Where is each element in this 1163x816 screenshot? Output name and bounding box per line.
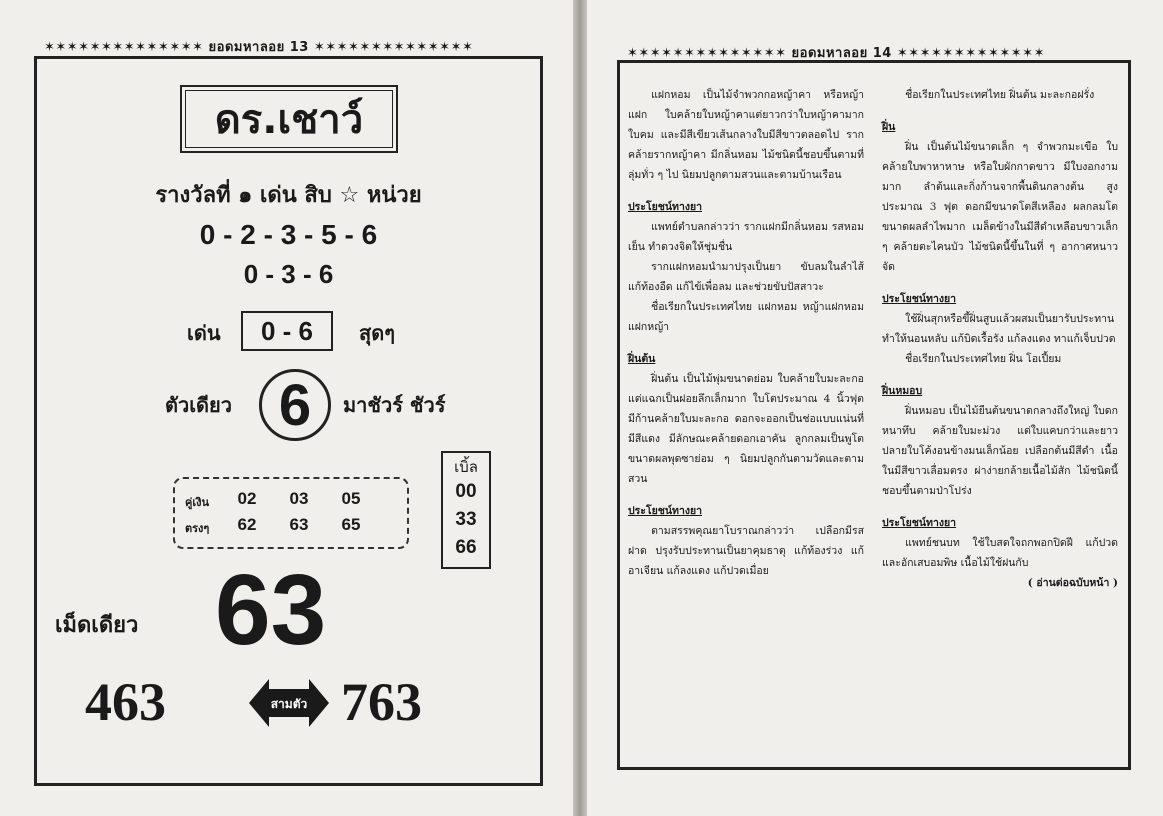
- right-page-header: ✶✶✶✶✶✶✶✶✶✶✶✶✶✶ ยอดมหาลอย 14 ✶✶✶✶✶✶✶✶✶✶✶✶✶: [627, 46, 1045, 61]
- paragraph: แพทย์ตำบลกล่าวว่า รากแฝกมีกลิ่นหอม รสหอมเย็น ทำดวงจิตให้ชุ่มชื่น: [628, 221, 864, 253]
- pair-value: 03: [289, 489, 309, 508]
- paragraph: ฝิ่น เป็นต้นไม้ขนาดเล็ก ๆ จำพวกมะเขือ ใบคล้ายใบพาหาหาษ หรือใบผักกาดขาว มีใบงอกงามมาก ลำต้นและกิ่งก้านจากพื้นดินกลางต้น สูงประมาณ 3 ฟุต ดอกมีขนาดโตสีเหลือง ผลกลมโตขนาดผลลำไพมาก เมล็ดข้างในมีสีดำเหลือบขาวเล็ก ๆ คล้ายตะไคนบัว ไม้ชนิดนี้ขึ้นในที่ ๆ อากาศหนาวจัด: [882, 141, 1118, 273]
- left-page-header: ✶✶✶✶✶✶✶✶✶✶✶✶✶✶ ยอดมหาลอย 13 ✶✶✶✶✶✶✶✶✶✶✶✶✶✶: [44, 40, 474, 55]
- text-column-left: [628, 85, 864, 581]
- single-value-circle: 6: [259, 369, 331, 441]
- section-heading: ประโยชน์ทางยา: [628, 505, 703, 517]
- section-heading: ประโยชน์ทางยา: [882, 517, 957, 529]
- paragraph: ชื่อเรียกในประเทศไทย แฝกหอม หญ้าแฝกหอม แฝกหญ้า: [628, 301, 864, 333]
- direct-value: 65: [341, 515, 361, 534]
- paragraph: ฝิ่นหมอบ เป็นไม้ยืนต้นขนาดกลางถึงใหญ่ ใบดกหนาทึบ คล้ายใบมะม่วง แต่ใบแคบกว่าและยาว ปลายใบโค้งอนข้างมนเล็กน้อย เปลือกต้นมีสีดำ เนื้อในมีสีขาวเลื่อมตรง ผ่าง่ายกล้ายเนื้อไม้สัก ไม้ชนิดนี้ชอบขึ้นตามป่าโปร่ง: [882, 405, 1118, 497]
- left-frame: [34, 56, 543, 786]
- ble-box: [441, 451, 491, 569]
- right-page: [587, 0, 1163, 816]
- text-column-right: [882, 85, 1118, 593]
- paragraph: ชื่อเรียกในประเทศไทย ฝิ่นต้น มะละกอฝรั่ง: [905, 89, 1095, 101]
- den-value-box: 0 - 6: [241, 311, 333, 351]
- pair-box: [173, 477, 409, 549]
- pair-value: 05: [341, 489, 361, 508]
- met-value: 63: [215, 554, 327, 666]
- five-digit-line: 0 - 2 - 3 - 5 - 6: [199, 219, 378, 250]
- right-frame: [617, 60, 1131, 770]
- three-digit-line: 0 - 3 - 6: [243, 259, 334, 289]
- paragraph: ตามสรรพคุณยาโบราณกล่าวว่า เปลือกมีรสฝาด ปรุงรับประทานเป็นยาคุมธาตุ แก้ท้องร่วง แก้อาเจียน แก้ลงแดง แก้ปวดเมื่อย: [628, 525, 864, 577]
- paragraph: แพทย์ชนบท ใช้ใบสดใจถกพอกปิดฝี แก้ปวดและอักเสบอมพิษ เนื้อไม้ใช้ฝนกับ: [882, 537, 1118, 569]
- paragraph: ใช้ฝิ่นสุกหรือขี้ฝิ่นสูบแล้วผสมเป็นยารับประทาน ทำให้นอนหลับ แก้บิดเรื้อรัง แก้ลงแดง ทาแก้เจ็บปวด: [882, 313, 1116, 345]
- section-heading: ฝิ่นหมอบ: [882, 385, 923, 397]
- sud-label: สุดๆ: [359, 321, 395, 345]
- direct-label: ตรงๆ: [185, 523, 210, 535]
- ble-value: 33: [455, 509, 477, 530]
- ble-value: 66: [455, 537, 477, 558]
- section-heading: ฝิ่นต้น: [628, 353, 656, 365]
- title-box: [180, 85, 398, 153]
- arrow-label: สามตัว: [270, 697, 308, 711]
- right-three-digit: 763: [341, 672, 422, 732]
- prize-line: รางวัลที่ ๑ เด่น สิบ ☆ หน่วย: [155, 183, 422, 208]
- left-three-digit: 463: [85, 672, 166, 732]
- pair-value: 02: [237, 489, 257, 508]
- title: ดร.เชาว์: [185, 90, 393, 148]
- paragraph: รากแฝกหอมนำมาปรุงเป็นยา ขับลมในลำไส้ แก้ท้องอืด แก้ไข้เพื่อลม และช่วยขับปัสสาวะ: [628, 261, 864, 293]
- book-gutter: [573, 0, 587, 816]
- sure-label: มาชัวร์ ชัวร์: [343, 393, 446, 417]
- left-page: [0, 0, 573, 816]
- direct-value: 63: [289, 515, 309, 534]
- section-heading: ฝิ่น: [882, 121, 896, 133]
- section-heading: ประโยชน์ทางยา: [882, 293, 957, 305]
- ble-value: 00: [455, 481, 477, 502]
- paragraph: ฝิ่นต้น เป็นไม้พุ่มขนาดย่อม ใบคล้ายใบมะละกอ แต่แฉกเป็นฝอยลึกเล็กมาก ใบโตประมาณ 4 นิ้วฟุต มีก้านคล้ายใบมะละกอ ดอกจะออกเป็นช่อแบบแน่นที่มีสีแดง มีลักษณะคล้ายดอกเอาคัน ลูกกลมเป็นพูโตขนาดผลพุดซาย่อม ๆ นิยมปลูกกันตามวัดและตามสวน: [628, 373, 864, 485]
- section-heading: ประโยชน์ทางยา: [628, 201, 703, 213]
- direct-value: 62: [237, 515, 257, 534]
- met-label: เม็ดเดียว: [55, 613, 139, 638]
- continued-note: ( อ่านต่อฉบับหน้า ): [1027, 577, 1118, 589]
- ble-label: เบิ้ล: [454, 459, 478, 476]
- paragraph: ชื่อเรียกในประเทศไทย ฝิ่น โอเปี้ยม: [905, 353, 1062, 365]
- den-label: เด่น: [187, 321, 221, 345]
- pair-row: [185, 489, 377, 511]
- direct-row: [185, 515, 377, 537]
- single-label: ตัวเดียว: [165, 393, 232, 417]
- pair-label: คู่เงิน: [185, 497, 210, 509]
- paragraph: แฝกหอม เป็นไม้จำพวกกอหญ้าคา หรือหญ้าแฝก ใบคล้ายใบหญ้าคาแต่ยาวกว่าใบหญ้าคามาก ใบคม และมีสีเขียวเส้นกลางใบมีสีขาวตลอดไป รากคล้ายรากหญ้าคา มีกลิ่นหอม ไม้ชนิดนี้ชอบขึ้นตามที่ลุ่มทั่ว ๆ ไป นิยมปลูกตามสวนและตามบ้านเรือน: [628, 89, 864, 181]
